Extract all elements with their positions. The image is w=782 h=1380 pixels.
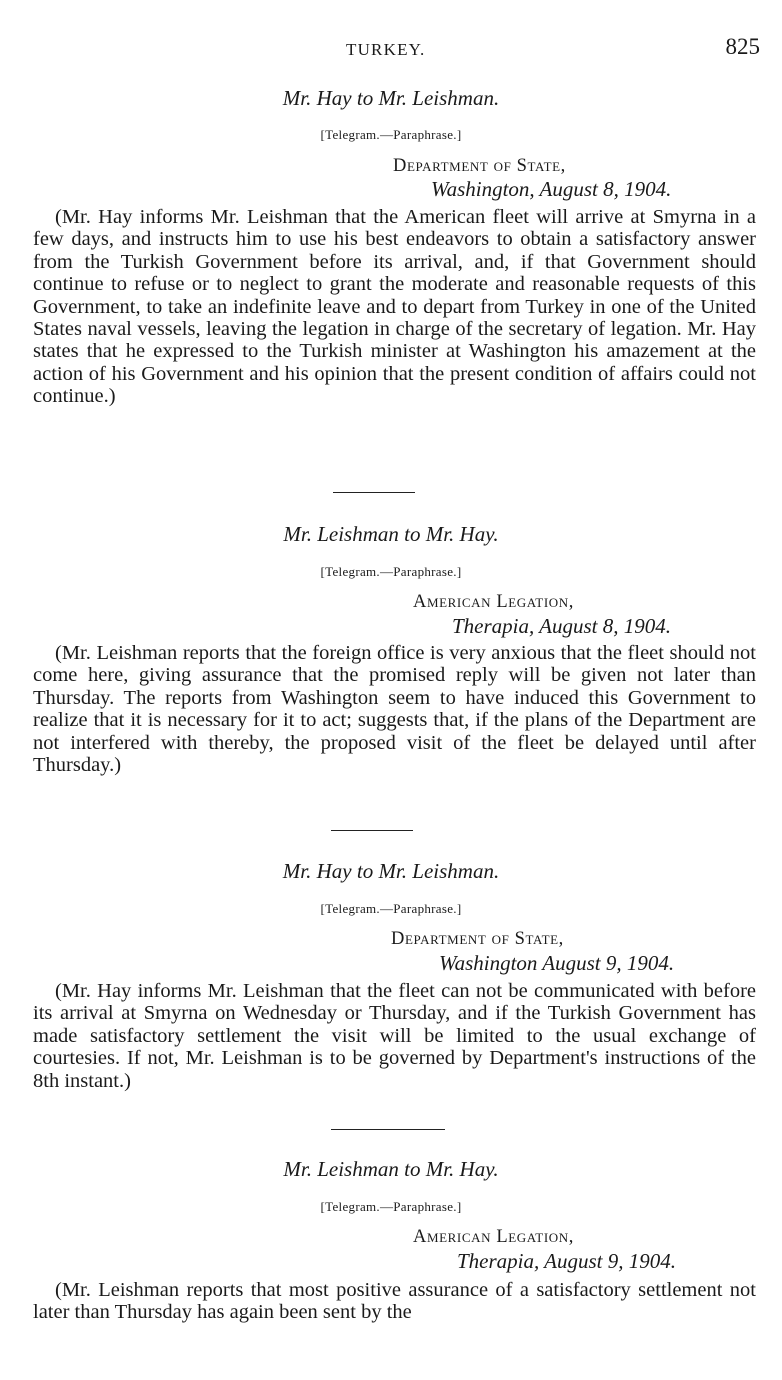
place-date: Washington August 9, 1904. — [439, 951, 675, 975]
page-number: 825 — [725, 34, 760, 59]
section-divider — [333, 492, 415, 493]
telegram-tag: [Telegram.—Paraphrase.] — [320, 1199, 462, 1214]
telegram-body: (Mr. Hay informs Mr. Leishman that the American fleet will arrive at Smyrna in a few days, and instructs him to use his best endeavors to obtain a satisfactory answer from the Turkish Government before its arrival, and, if that Government should continue to refuse or to neglect to grant the moderate and reasonable requests of this Government, to take an indefinite leave and to depart from Turkey in one of the United States naval vessels, leaving the legation in charge of the secretary of legation. Mr. Hay states that he expressed to the Turkish minister at Washington his amazement at the action of his Government and his opinion that the present condition of affairs could not continue.) — [33, 206, 756, 408]
sender-office: American Legation, — [413, 1227, 574, 1247]
running-title: TURKEY. — [346, 40, 426, 59]
document-heading: Mr. Hay to Mr. Leishman. — [282, 86, 500, 110]
running-head — [0, 34, 782, 68]
telegram-tag: [Telegram.—Paraphrase.] — [320, 127, 462, 142]
sender-office: Department of State, — [391, 929, 564, 949]
document-heading: Mr. Leishman to Mr. Hay. — [283, 522, 499, 546]
place-date: Therapia, August 9, 1904. — [457, 1249, 676, 1273]
place-date: Washington, August 8, 1904. — [431, 177, 672, 201]
section-divider — [331, 830, 413, 831]
telegram-body: (Mr. Leishman reports that the foreign office is very anxious that the fleet should not come here, giving assurance that the promised reply will be given not later than Thursday. The reports from Washington seem to have induced this Government to realize that it is necessary for it to act; suggests that, if the plans of the Department are not interfered with thereby, the proposed visit of the fleet be delayed until after Thursday.) — [33, 642, 756, 777]
telegram-body: (Mr. Leishman reports that most positive assurance of a satisfactory settlement not later than Thursday has again been sent by the — [33, 1279, 756, 1324]
telegram-body: (Mr. Hay informs Mr. Leishman that the fleet can not be communicated with before its arrival at Smyrna on Wednesday or Thursday, and if the Turkish Government has made satisfactory settlement the visit will be limited to the usual exchange of courtesies. If not, Mr. Leishman is to be governed by Department's instructions of the 8th instant.) — [33, 980, 756, 1092]
sender-office: Department of State, — [393, 156, 566, 176]
sender-office: American Legation, — [413, 592, 574, 612]
telegram-tag: [Telegram.—Paraphrase.] — [320, 901, 462, 916]
place-date: Therapia, August 8, 1904. — [452, 614, 671, 638]
document-heading: Mr. Leishman to Mr. Hay. — [283, 1157, 499, 1181]
section-divider — [331, 1129, 445, 1130]
telegram-tag: [Telegram.—Paraphrase.] — [320, 564, 462, 579]
document-heading: Mr. Hay to Mr. Leishman. — [282, 859, 500, 883]
